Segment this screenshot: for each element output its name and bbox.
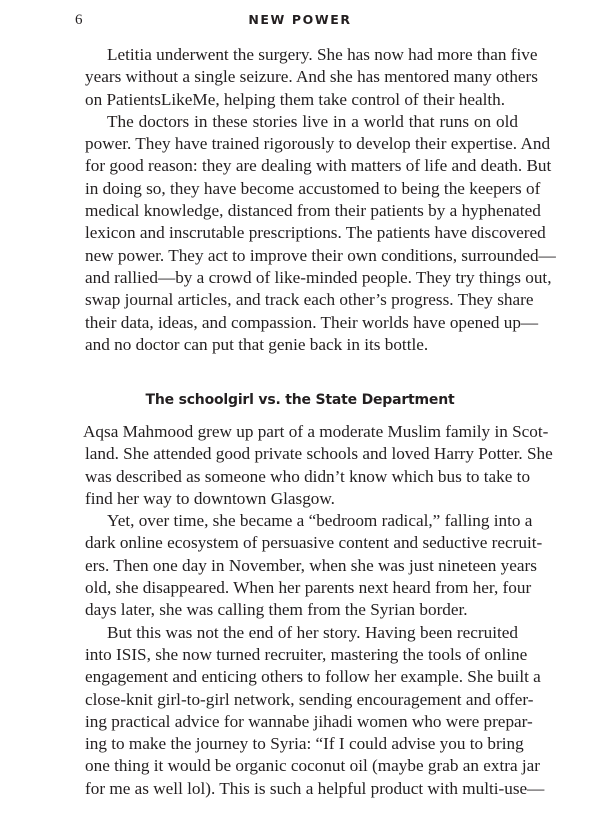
text-line: dark online ecosystem of persuasive content and seductive recruit- [85, 533, 543, 553]
page-number: 6 [75, 12, 83, 28]
running-head: NEW POWER [248, 12, 352, 27]
text-line: Letitia underwent the surgery. She has now had more than five [107, 45, 538, 64]
text-line: for good reason: they are dealing with matters of life and death. But [85, 156, 552, 176]
text-line: years without a single seizure. And she has mentored many others [85, 67, 538, 87]
section-heading: The schoolgirl vs. the State Department [145, 392, 455, 408]
paragraph [85, 510, 543, 621]
text-line: engagement and enticing others to follow her example. She built a [85, 667, 541, 687]
text-line: in doing so, they have become accustomed to being the keepers of [85, 178, 541, 198]
text-line: Aqsa Mahmood grew up part of a moderate Muslim family in Scot- [83, 422, 549, 441]
text-line: for me as well lol). This is such a helpful product with multi-use— [85, 778, 545, 798]
text-line: Yet, over time, she became a “bedroom radical,” falling into a [107, 511, 533, 531]
paragraph [85, 622, 545, 800]
text-line: ers. Then one day in November, when she was just nineteen years [85, 555, 537, 575]
text-line: old, she disappeared. When her parents next heard from her, four [85, 578, 532, 598]
text-line: ing practical advice for wannabe jihadi women who were prepar- [85, 711, 533, 731]
text-line: lexicon and inscrutable prescriptions. The patients have discovered [85, 223, 546, 243]
text-line: and no doctor can put that genie back in its bottle. [85, 334, 429, 354]
text-line: The doctors in these stories live in a world that runs on old [107, 111, 518, 131]
text-line: land. She attended good private schools and loved Harry Potter. She [85, 444, 553, 464]
text-line: their data, ideas, and compassion. Their worlds have opened up— [85, 312, 539, 332]
text-line: medical knowledge, distanced from their patients by a hyphenated [85, 201, 541, 221]
text-line: into ISIS, she now turned recruiter, mastering the tools of online [85, 644, 528, 664]
text-line: close-knit girl-to-girl network, sending encouragement and offer- [85, 689, 534, 709]
text-line: was described as someone who didn’t know which bus to take to [85, 466, 531, 486]
section-2-body [83, 421, 553, 800]
text-line: on PatientsLikeMe, helping them take control of their health. [85, 89, 506, 109]
section-1-body [85, 44, 556, 356]
text-line: and rallied—by a crowd of like-minded people. They try things out, [85, 267, 552, 287]
text-line: swap journal articles, and track each other’s progress. They share [85, 290, 534, 310]
text-line: one thing it would be organic coconut oil (maybe grab an extra jar [85, 756, 541, 776]
text-line: ing to make the journey to Syria: “If I could advise you to bring [85, 734, 524, 754]
text-line: new power. They act to improve their own conditions, surrounded— [85, 245, 556, 265]
text-line: days later, she was calling them from the Syrian border. [85, 600, 468, 620]
paragraph [85, 44, 538, 111]
text-line: find her way to downtown Glasgow. [85, 488, 335, 508]
text-line: But this was not the end of her story. Having been recruited [107, 622, 518, 642]
text-line: power. They have trained rigorously to develop their expertise. And [85, 134, 551, 154]
paragraph [83, 421, 553, 510]
paragraph [85, 111, 556, 356]
